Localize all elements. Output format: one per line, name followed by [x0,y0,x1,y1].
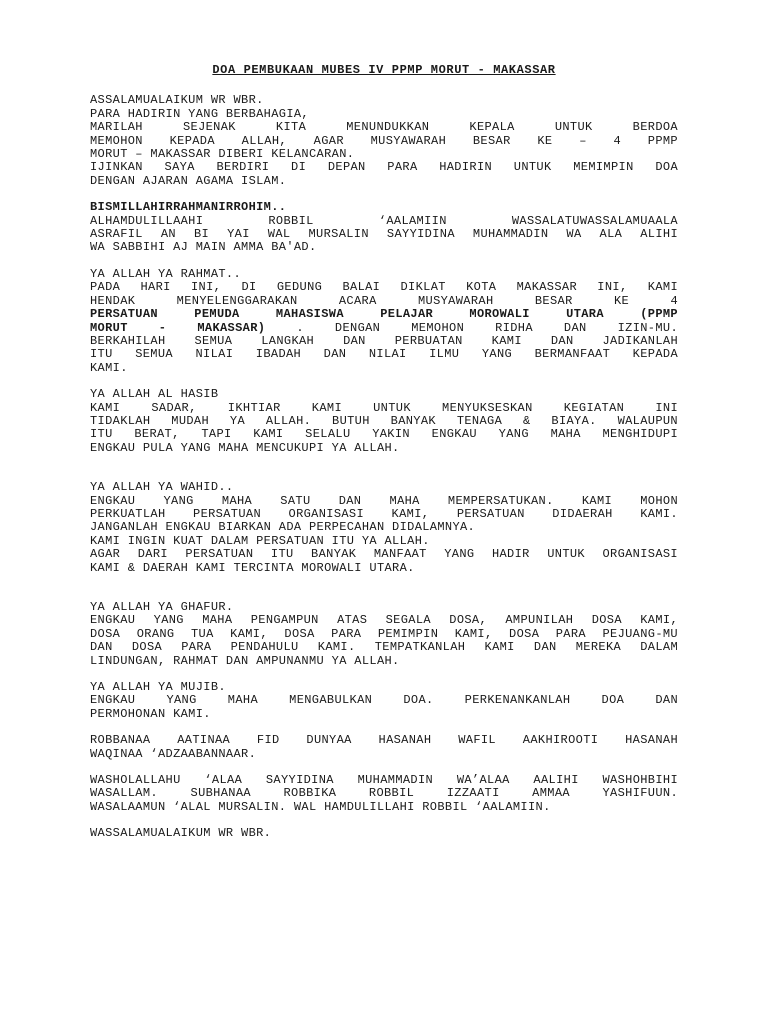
opening-line: DENGAN AJARAN AGAMA ISLAM. [90,173,287,188]
section-heading: YA ALLAH YA WAHID.. [90,480,234,495]
body-line: ASRAFIL AN BI YAI WAL MURSALIN SAYYIDINA MUHAMMADIN WA ALA ALIHI [90,227,678,242]
body-line: KAMI & DAERAH KAMI TERCINTA MOROWALI UTARA. [90,560,415,575]
organization-name-line: MORUT - MAKASSAR) [90,320,266,335]
opening-line: MEMOHON KEPADA ALLAH, AGAR MUSYAWARAH BESAR KE – 4 PPMP [90,133,678,148]
section-heading: YA ALLAH YA RAHMAT.. [90,266,242,281]
body-line: WAQINAA ‘ADZAABANNAAR. [90,746,257,761]
body-line: WASHOLALLAHU ‘ALAA SAYYIDINA MUHAMMADIN WA’ALAA AALIHI WASHOHBIHI [90,773,678,788]
section-heading: YA ALLAH YA GHAFUR. [90,600,234,614]
body-line: JANGANLAH ENGKAU BIARKAN ADA PERPECAHAN DIDALAMNYA. [90,520,476,535]
hasib-section [90,388,678,455]
body-line: DAN DOSA PARA PENDAHULU KAMI. TEMPATKANLAH KAMI DAN MEREKA DALAM [90,640,678,655]
section-heading: YA ALLAH YA MUJIB. [90,680,226,695]
body-line: ENGKAU PULA YANG MAHA MENCUKUPI YA ALLAH. [90,440,400,455]
salam-line: ASSALAMUALAIKUM WR WBR. [90,93,264,108]
robbanaa-section [90,734,678,761]
document-title: DOA PEMBUKAAN MUBES IV PPMP MORUT - MAKASSAR [212,63,556,77]
body-line: PERKUATLAH PERSATUAN ORGANISASI KAMI, PERSATUAN DIDAERAH KAMI. [90,506,678,521]
closing-salam: WASSALAMUALAIKUM WR WBR. [90,826,272,841]
opening-line: MORUT – MAKASSAR DIBERI KELANCARAN. [90,147,355,162]
greeting-line: PARA HADIRIN YANG BERBAHAGIA, [90,106,309,121]
body-line: KAMI SADAR, IKHTIAR KAMI UNTUK MENYUKSESKAN KEGIATAN INI [90,400,678,415]
ghafur-section [90,601,678,668]
rahmat-section [90,268,678,375]
opening-section [90,94,678,188]
body-line: KAMI INGIN KUAT DALAM PERSATUAN ITU YA ALLAH. [90,533,430,548]
body-line: BERKAHILAH SEMUA LANGKAH DAN PERBUATAN KAMI DAN JADIKANLAH [90,333,678,348]
mujib-section [90,681,678,721]
body-line: WA SABBIHI AJ MAIN AMMA BA'AD. [90,240,317,255]
opening-line: MARILAH SEJENAK KITA MENUNDUKKAN KEPALA UNTUK BERDOA [90,120,678,135]
body-line: ENGKAU YANG MAHA SATU DAN MAHA MEMPERSATUKAN. KAMI MOHON [90,493,678,508]
washolallahu-section [90,774,678,814]
section-heading: YA ALLAH AL HASIB [90,387,219,402]
body-line: ENGKAU YANG MAHA MENGABULKAN DOA. PERKENANKANLAH DOA DAN [90,693,678,708]
wahid-section [90,481,678,575]
body-line: WASALLAM. SUBHANAA ROBBIKA ROBBIL IZZAATI AMMAA YASHIFUUN. [90,786,678,801]
body-line: PADA HARI INI, DI GEDUNG BALAI DIKLAT KOTA MAKASSAR INI, KAMI [90,280,678,295]
document-page [90,64,678,841]
body-line: AGAR DARI PERSATUAN ITU BANYAK MANFAAT YANG HADIR UNTUK ORGANISASI [90,547,678,562]
body-line: ALHAMDULILLAAHI ROBBIL ‘AALAMIIN WASSALATUWASSALAMUAALA [90,213,678,228]
section-heading: BISMILLAHIRRAHMANIRROHIM.. [90,200,287,215]
body-line: ROBBANAA AATINAA FID DUNYAA HASANAH WAFIL AAKHIROOTI HASANAH [90,733,678,748]
body-line: ITU SEMUA NILAI IBADAH DAN NILAI ILMU YANG BERMANFAAT KEPADA [90,347,678,362]
body-line: PERMOHONAN KAMI. [90,706,211,721]
body-line: HENDAK MENYELENGGARAKAN ACARA MUSYAWARAH BESAR KE 4 [90,293,678,308]
body-line [90,322,678,335]
closing-section [90,827,678,840]
opening-line: IJINKAN SAYA BERDIRI DI DEPAN PARA HADIRIN UNTUK MEMIMPIN DOA [90,160,678,175]
body-line: KAMI. [90,360,128,375]
bismillah-section [90,201,678,255]
body-line: DOSA ORANG TUA KAMI, DOSA PARA PEMIMPIN KAMI, DOSA PARA PEJUANG-MU [90,626,678,641]
body-line: ENGKAU YANG MAHA PENGAMPUN ATAS SEGALA DOSA, AMPUNILAH DOSA KAMI, [90,613,678,628]
body-line: TIDAKLAH MUDAH YA ALLAH. BUTUH BANYAK TENAGA & BIAYA. WALAUPUN [90,413,678,428]
body-line: LINDUNGAN, RAHMAT DAN AMPUNANMU YA ALLAH. [90,653,400,668]
body-line: ITU BERAT, TAPI KAMI SELALU YAKIN ENGKAU YANG MAHA MENGHIDUPI [90,427,678,442]
body-line: WASALAAMUN ‘ALAL MURSALIN. WAL HAMDULILLAHI ROBBIL ‘AALAMIIN. [90,799,551,814]
body-text: . DENGAN MEMOHON RIDHA DAN IZIN-MU. [265,320,679,335]
organization-name-line: PERSATUAN PEMUDA MAHASISWA PELAJAR MOROWALI UTARA (PPMP [90,307,678,322]
